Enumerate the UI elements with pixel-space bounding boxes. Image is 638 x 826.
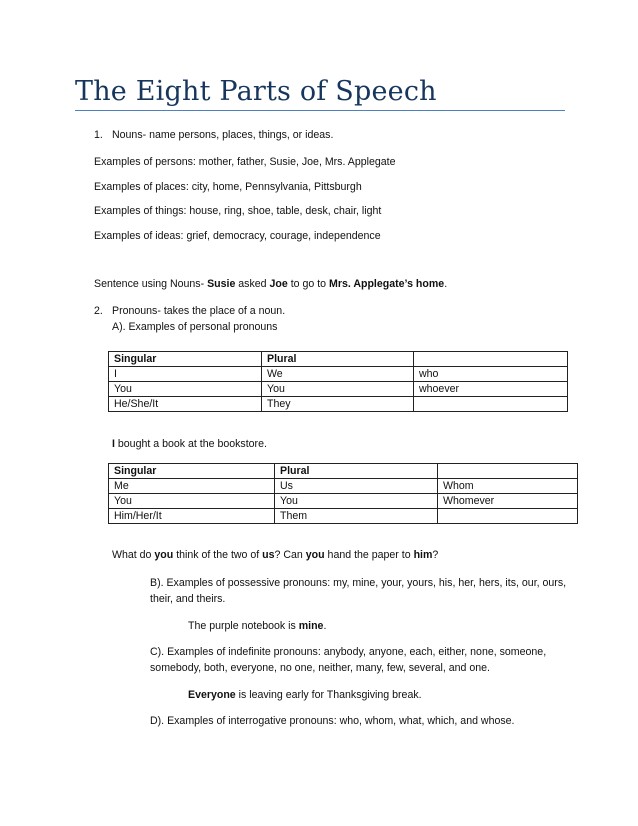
pronouns-heading-line xyxy=(94,304,285,318)
table-row xyxy=(109,367,568,382)
pronoun-sentence-you xyxy=(112,548,438,562)
interrogative-pronouns-line: D). Examples of interrogative pronouns: who, whom, what, which, and whose. xyxy=(150,715,515,727)
sentence-text: think of the two of xyxy=(173,549,263,561)
table-row xyxy=(109,479,578,494)
pronoun-sentence-i xyxy=(112,437,267,451)
table-cell xyxy=(438,509,578,524)
page-title: The Eight Parts of Speech xyxy=(75,76,437,107)
sentence-pronoun: I xyxy=(112,438,115,450)
table-cell: They xyxy=(262,397,414,412)
table-header xyxy=(414,352,568,367)
sentence-text: ? xyxy=(432,549,439,561)
sentence-noun: Mrs. Applegate’s home xyxy=(329,278,445,290)
table-cell: whoever xyxy=(414,382,568,397)
sentence-pronoun: Everyone xyxy=(188,689,236,701)
title-underline xyxy=(75,110,565,111)
possessive-pronouns-line1: B). Examples of possessive pronouns: my, mine, your, yours, his, her, hers, its, our, ours, xyxy=(150,577,567,589)
table-cell: You xyxy=(109,494,275,509)
object-pronoun-table xyxy=(108,463,578,524)
table-cell: Whomever xyxy=(438,494,578,509)
table-header: Plural xyxy=(262,352,414,367)
noun-example-things: Examples of things: house, ring, shoe, table, desk, chair, light xyxy=(94,205,382,217)
list-number: 2. xyxy=(94,305,103,317)
noun-example-places: Examples of places: city, home, Pennsylvania, Pittsburgh xyxy=(94,181,362,193)
sentence-text: hand the paper to xyxy=(324,549,414,561)
table-cell: I xyxy=(109,367,262,382)
noun-example-persons: Examples of persons: mother, father, Susie, Joe, Mrs. Applegate xyxy=(94,156,396,168)
sentence-text: ? Can xyxy=(274,549,306,561)
table-cell: Him/Her/It xyxy=(109,509,275,524)
sentence-text: is leaving early for Thanksgiving break. xyxy=(235,689,422,701)
table-header xyxy=(438,464,578,479)
sentence-text: The purple notebook is xyxy=(188,620,299,632)
sentence-text: What do xyxy=(112,549,155,561)
sentence-text: bought a book at the bookstore. xyxy=(114,438,267,450)
sentence-noun: Susie xyxy=(207,278,236,290)
sentence-pronoun: you xyxy=(154,549,174,561)
table-header: Plural xyxy=(275,464,438,479)
table-cell: Them xyxy=(275,509,438,524)
table-cell: Me xyxy=(109,479,275,494)
nouns-heading-line xyxy=(94,128,333,142)
table-row xyxy=(109,382,568,397)
indefinite-pronouns-line1: C). Examples of indefinite pronouns: anybody, anyone, each, either, none, someone, xyxy=(150,646,547,658)
sentence-pronoun: us xyxy=(262,549,275,561)
table-cell: Us xyxy=(275,479,438,494)
sentence-text: to go to xyxy=(287,278,329,290)
nouns-heading: Nouns- name persons, places, things, or ideas. xyxy=(112,129,334,141)
noun-example-ideas: Examples of ideas: grief, democracy, courage, independence xyxy=(94,230,381,242)
table-cell: He/She/It xyxy=(109,397,262,412)
sentence-text: Sentence using Nouns- xyxy=(94,278,208,290)
table-row xyxy=(109,494,578,509)
subject-pronoun-table xyxy=(108,351,568,412)
table-row xyxy=(109,397,568,412)
sentence-pronoun: you xyxy=(305,549,325,561)
table-cell: who xyxy=(414,367,568,382)
sentence-pronoun: mine xyxy=(298,620,324,632)
table-cell: You xyxy=(262,382,414,397)
table-cell: Whom xyxy=(438,479,578,494)
table-cell: We xyxy=(262,367,414,382)
table-header: Singular xyxy=(109,352,262,367)
pronouns-heading: Pronouns- takes the place of a noun. xyxy=(112,305,286,317)
indefinite-pronouns-line2: somebody, both, everyone, no one, neither, many, few, several, and one. xyxy=(150,662,490,674)
pronoun-sentence-mine xyxy=(188,619,326,633)
table-cell: You xyxy=(275,494,438,509)
personal-pronouns-subheading: A). Examples of personal pronouns xyxy=(112,321,278,333)
table-header-row xyxy=(109,464,578,479)
table-header: Singular xyxy=(109,464,275,479)
sentence-noun: Joe xyxy=(269,278,288,290)
table-cell xyxy=(414,397,568,412)
noun-sentence xyxy=(94,277,447,291)
sentence-pronoun: him xyxy=(413,549,433,561)
sentence-text: . xyxy=(323,620,327,632)
sentence-text: . xyxy=(444,278,448,290)
table-row xyxy=(109,509,578,524)
possessive-pronouns-line2: their, and theirs. xyxy=(150,593,226,605)
table-cell: You xyxy=(109,382,262,397)
list-number: 1. xyxy=(94,129,103,141)
pronoun-sentence-everyone xyxy=(188,688,422,702)
sentence-text: asked xyxy=(235,278,270,290)
table-header-row xyxy=(109,352,568,367)
